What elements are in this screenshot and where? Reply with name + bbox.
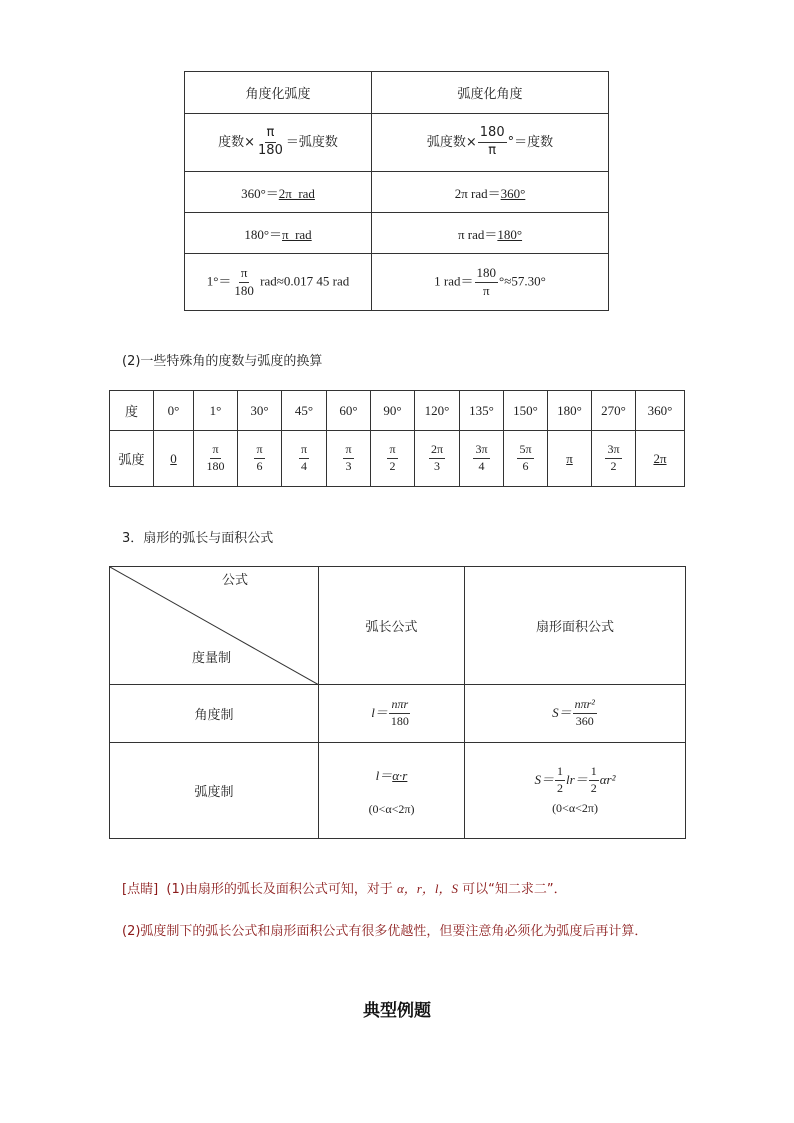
conversion-table (184, 71, 609, 311)
radian-row (110, 431, 685, 487)
degree-cell: 120° (415, 391, 460, 431)
sector-formula-table (109, 566, 686, 839)
cell-180-deg: 180°＝π_rad (185, 213, 372, 254)
fraction: $\frac{180}{\pi}$ (479, 125, 505, 158)
sector-formula-caption: 3．扇形的弧长与面积公式 (122, 531, 274, 546)
fraction: $\frac{180}{\pi}$ (476, 264, 497, 298)
radian-cell: $\frac{\pi}{180}$ (194, 431, 238, 487)
cell-rad-to-deg-formula: 弧度数× $\frac{180}{\pi}$ °＝度数 (372, 114, 609, 172)
cell-2pi-rad: 2π rad＝360° (372, 172, 609, 213)
diagonal-line (110, 567, 319, 685)
degree-cell: 180° (548, 391, 592, 431)
degree-cell: 90° (371, 391, 415, 431)
key-point-note-2: (2)弧度制下的弧长公式和扇形面积公式有很多优越性，但要注意角必须化为弧度后再计算． (122, 924, 648, 939)
radian-cell: $\frac{5\pi}{6}$ (504, 431, 548, 487)
degree-cell: 0° (154, 391, 194, 431)
radian-arc-formula: l＝α·r (0<α<2π) (319, 743, 465, 839)
degree-cell: 45° (282, 391, 327, 431)
diagonal-header-cell (110, 567, 319, 685)
radian-cell: $\frac{3\pi}{4}$ (460, 431, 504, 487)
degree-cell: 150° (504, 391, 548, 431)
diag-bottom-label: 度量制 (192, 651, 232, 666)
cell-1-deg: 1°＝ $\frac{\pi}{180}$ rad≈0.017 45 rad (185, 254, 372, 311)
degree-row-label: 度 (110, 391, 154, 431)
diag-top-label: 公式 (222, 573, 249, 588)
degree-cell: 1° (194, 391, 238, 431)
fraction: $\frac{\pi}{180}$ (234, 264, 254, 298)
row-label-degree: 角度制 (110, 685, 319, 743)
degree-cell: 135° (460, 391, 504, 431)
radian-cell: $\frac{\pi}{3}$ (327, 431, 371, 487)
radian-cell: $\frac{\pi}{4}$ (282, 431, 327, 487)
special-angles-table (109, 390, 685, 487)
radian-cell: $\frac{\pi}{2}$ (371, 431, 415, 487)
section-heading: 典型例题 (363, 1001, 431, 1021)
radian-area-formula: S＝ $\frac{1}{2}$ lr＝ $\frac{1}{2}$ αr² (0<α<2π) (465, 743, 686, 839)
radian-cell: 0 (154, 431, 194, 487)
radian-cell: $\frac{2\pi}{3}$ (415, 431, 460, 487)
radian-cell: $\frac{\pi}{6}$ (238, 431, 282, 487)
degree-cell: 270° (592, 391, 636, 431)
degree-cell: 30° (238, 391, 282, 431)
cell-1-rad: 1 rad＝ $\frac{180}{\pi}$ °≈57.30° (372, 254, 609, 311)
key-point-note-1: [点睛] (1)由扇形的弧长及面积公式可知，对于 α，r，l，S 可以“知二求二”． (122, 881, 567, 897)
degree-cell: 60° (327, 391, 371, 431)
degree-area-formula: S＝ $\frac{\text{nπr²}}{360}$ (465, 685, 686, 743)
cell-360-deg: 360°＝2π_rad (185, 172, 372, 213)
special-angles-caption: (2)一些特殊角的度数与弧度的换算 (122, 354, 323, 369)
header-sector-area: 扇形面积公式 (465, 567, 686, 685)
degree-cell: 360° (636, 391, 685, 431)
row-label-radian: 弧度制 (110, 743, 319, 839)
radian-cell: π (548, 431, 592, 487)
radian-cell: $\frac{3\pi}{2}$ (592, 431, 636, 487)
key-point-tag: [点睛] (122, 882, 159, 897)
header-rad-to-deg: 弧度化角度 (372, 72, 609, 114)
radian-cell: 2π (636, 431, 685, 487)
header-arc-length: 弧长公式 (319, 567, 465, 685)
radian-row-label: 弧度 (110, 431, 154, 487)
header-deg-to-rad: 角度化弧度 (185, 72, 372, 114)
fraction: $\frac{\pi}{180}$ (258, 125, 283, 158)
cell-pi-rad: π rad＝180° (372, 213, 609, 254)
cell-deg-to-rad-formula: 度数× $\frac{\pi}{180}$ ＝弧度数 (185, 114, 372, 172)
degree-arc-formula: l＝ $\frac{\text{nπr}}{180}$ (319, 685, 465, 743)
degree-row (110, 391, 685, 431)
